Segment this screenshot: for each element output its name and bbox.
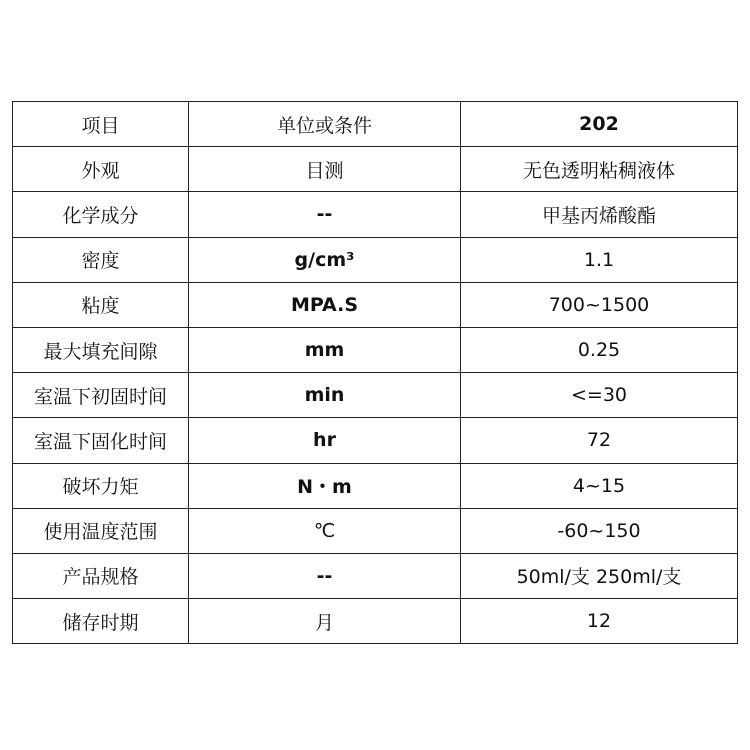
unit-cell: 目测 <box>189 147 461 192</box>
table-header-row <box>13 102 738 147</box>
item-cell: 粘度 <box>13 282 189 327</box>
value-cell: 50ml/支 250ml/支 <box>461 553 738 598</box>
value-cell: 甲基丙烯酸酯 <box>461 192 738 237</box>
value-cell: 202 <box>461 102 738 147</box>
unit-cell: N・m <box>189 463 461 508</box>
unit-cell: hr <box>189 418 461 463</box>
value-cell: 12 <box>461 599 738 644</box>
value-cell: 72 <box>461 418 738 463</box>
unit-cell: ℃ <box>189 508 461 553</box>
item-cell: 项目 <box>13 102 189 147</box>
unit-cell: 单位或条件 <box>189 102 461 147</box>
table-row <box>13 463 738 508</box>
value-cell: 无色透明粘稠液体 <box>461 147 738 192</box>
item-cell: 外观 <box>13 147 189 192</box>
table-row <box>13 282 738 327</box>
item-cell: 破坏力矩 <box>13 463 189 508</box>
value-cell: 0.25 <box>461 327 738 372</box>
item-cell: 室温下初固时间 <box>13 373 189 418</box>
item-cell: 室温下固化时间 <box>13 418 189 463</box>
table-row <box>13 599 738 644</box>
unit-cell: MPA.S <box>189 282 461 327</box>
item-cell: 最大填充间隙 <box>13 327 189 372</box>
table-row <box>13 237 738 282</box>
unit-cell: mm <box>189 327 461 372</box>
unit-cell: 月 <box>189 599 461 644</box>
table-row <box>13 327 738 372</box>
table-row <box>13 418 738 463</box>
table-row <box>13 508 738 553</box>
value-cell: <=30 <box>461 373 738 418</box>
table-row <box>13 192 738 237</box>
table-row <box>13 553 738 598</box>
unit-cell: g/cm³ <box>189 237 461 282</box>
value-cell: 1.1 <box>461 237 738 282</box>
item-cell: 密度 <box>13 237 189 282</box>
value-cell: -60~150 <box>461 508 738 553</box>
spec-table-body <box>13 102 738 644</box>
spec-table <box>12 101 738 644</box>
unit-cell: -- <box>189 192 461 237</box>
table-row <box>13 147 738 192</box>
item-cell: 使用温度范围 <box>13 508 189 553</box>
item-cell: 储存时期 <box>13 599 189 644</box>
value-cell: 700~1500 <box>461 282 738 327</box>
item-cell: 产品规格 <box>13 553 189 598</box>
table-row <box>13 373 738 418</box>
unit-cell: -- <box>189 553 461 598</box>
value-cell: 4~15 <box>461 463 738 508</box>
unit-cell: min <box>189 373 461 418</box>
item-cell: 化学成分 <box>13 192 189 237</box>
